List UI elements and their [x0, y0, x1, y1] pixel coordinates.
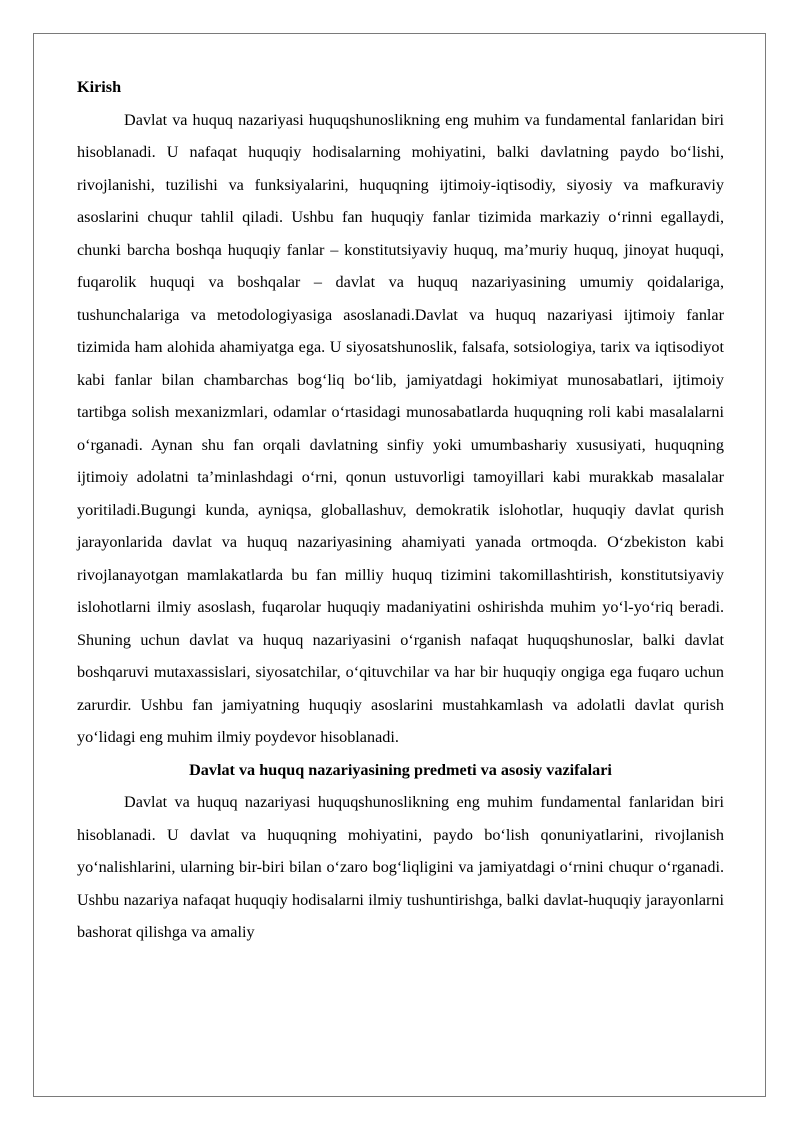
intro-paragraph: Davlat va huquq nazariyasi huquqshunoslikning eng muhim va fundamental fanlaridan biri hisoblanadi. U nafaqat huquqiy hodisalarning mohiyatini, balki davlatning paydo bo‘lishi, rivojlanishi, tuzilishi va funksiyalarini, huquqning ijtimoiy-iqtisodiy, siyosiy va mafkuraviy asoslarini chuqur tahlil qiladi. Ushbu fan huquqiy fanlar tizimida markaziy o‘rinni egallaydi, chunki barcha boshqa huquqiy fanlar – konstitutsiyaviy huquq, ma’muriy huquq, jinoyat huquqi, fuqarolik huquqi va boshqalar – davlat va huquq nazariyasining umumiy qoidalariga, tushunchalariga va metodologiyasiga asoslanadi.Davlat va huquq nazariyasi ijtimoiy fanlar tizimida ham alohida ahamiyatga ega. U siyosatshunoslik, falsafa, sotsiologiya, tarix va iqtisodiyot kabi fanlar bilan chambarchas bog‘liq bo‘lib, jamiyatdagi hokimiyat munosabatlari, ijtimoiy tartibga solish mexanizmlari, odamlar o‘rtasidagi munosabatlarda huquqning roli kabi masalalarni o‘rganadi. Aynan shu fan orqali davlatning sinfiy yoki umumbashariy xususiyati, huquqning ijtimoiy adolatni ta’minlashdagi o‘rni, qonun ustuvorligi tamoyillari kabi murakkab masalalar yoritiladi.Bugungi kunda, ayniqsa, globallashuv, demokratik islohotlar, huquqiy davlat qurish jarayonlarida davlat va huquq nazariyasining ahamiyati yanada ortmoqda. O‘zbekiston kabi rivojlanayotgan mamlakatlarda bu fan milliy huquq tizimini takomillashtirish, konstitutsiyaviy islohotlarni ilmiy asoslash, fuqarolar huquqiy madaniyatini oshirishda muhim yo‘l-yo‘riq beradi. Shuning uchun davlat va huquq nazariyasini o‘rganish nafaqat huquqshunoslar, balki davlat boshqaruvi mutaxassislari, siyosatchilar, o‘qituvchilar va har bir huquqiy ongiga ega fuqaro uchun zarurdir. Ushbu fan jamiyatning huquqiy asoslarini mustahkamlash va adolatli davlat qurish yo‘lidagi eng muhim ilmiy poydevor hisoblanadi. [77, 110, 724, 746]
intro-heading: Kirish [77, 78, 122, 96]
document-body [77, 71, 724, 949]
section-heading: Davlat va huquq nazariyasining predmeti va asosiy vazifalari [189, 760, 612, 779]
section-paragraph: Davlat va huquq nazariyasi huquqshunoslikning eng muhim fundamental fanlaridan biri hisoblanadi. U davlat va huquqning mohiyatini, paydo bo‘lish qonuniyatlarini, rivojlanish yo‘nalishlarini, ularning bir-biri bilan o‘zaro bog‘liqligini va jamiyatdagi o‘rnini chuqur o‘rganadi. Ushbu nazariya nafaqat huquqiy hodisalarni ilmiy tushuntirishga, balki davlat-huquqiy jarayonlarni bashorat qilishga va amaliy [77, 793, 724, 941]
